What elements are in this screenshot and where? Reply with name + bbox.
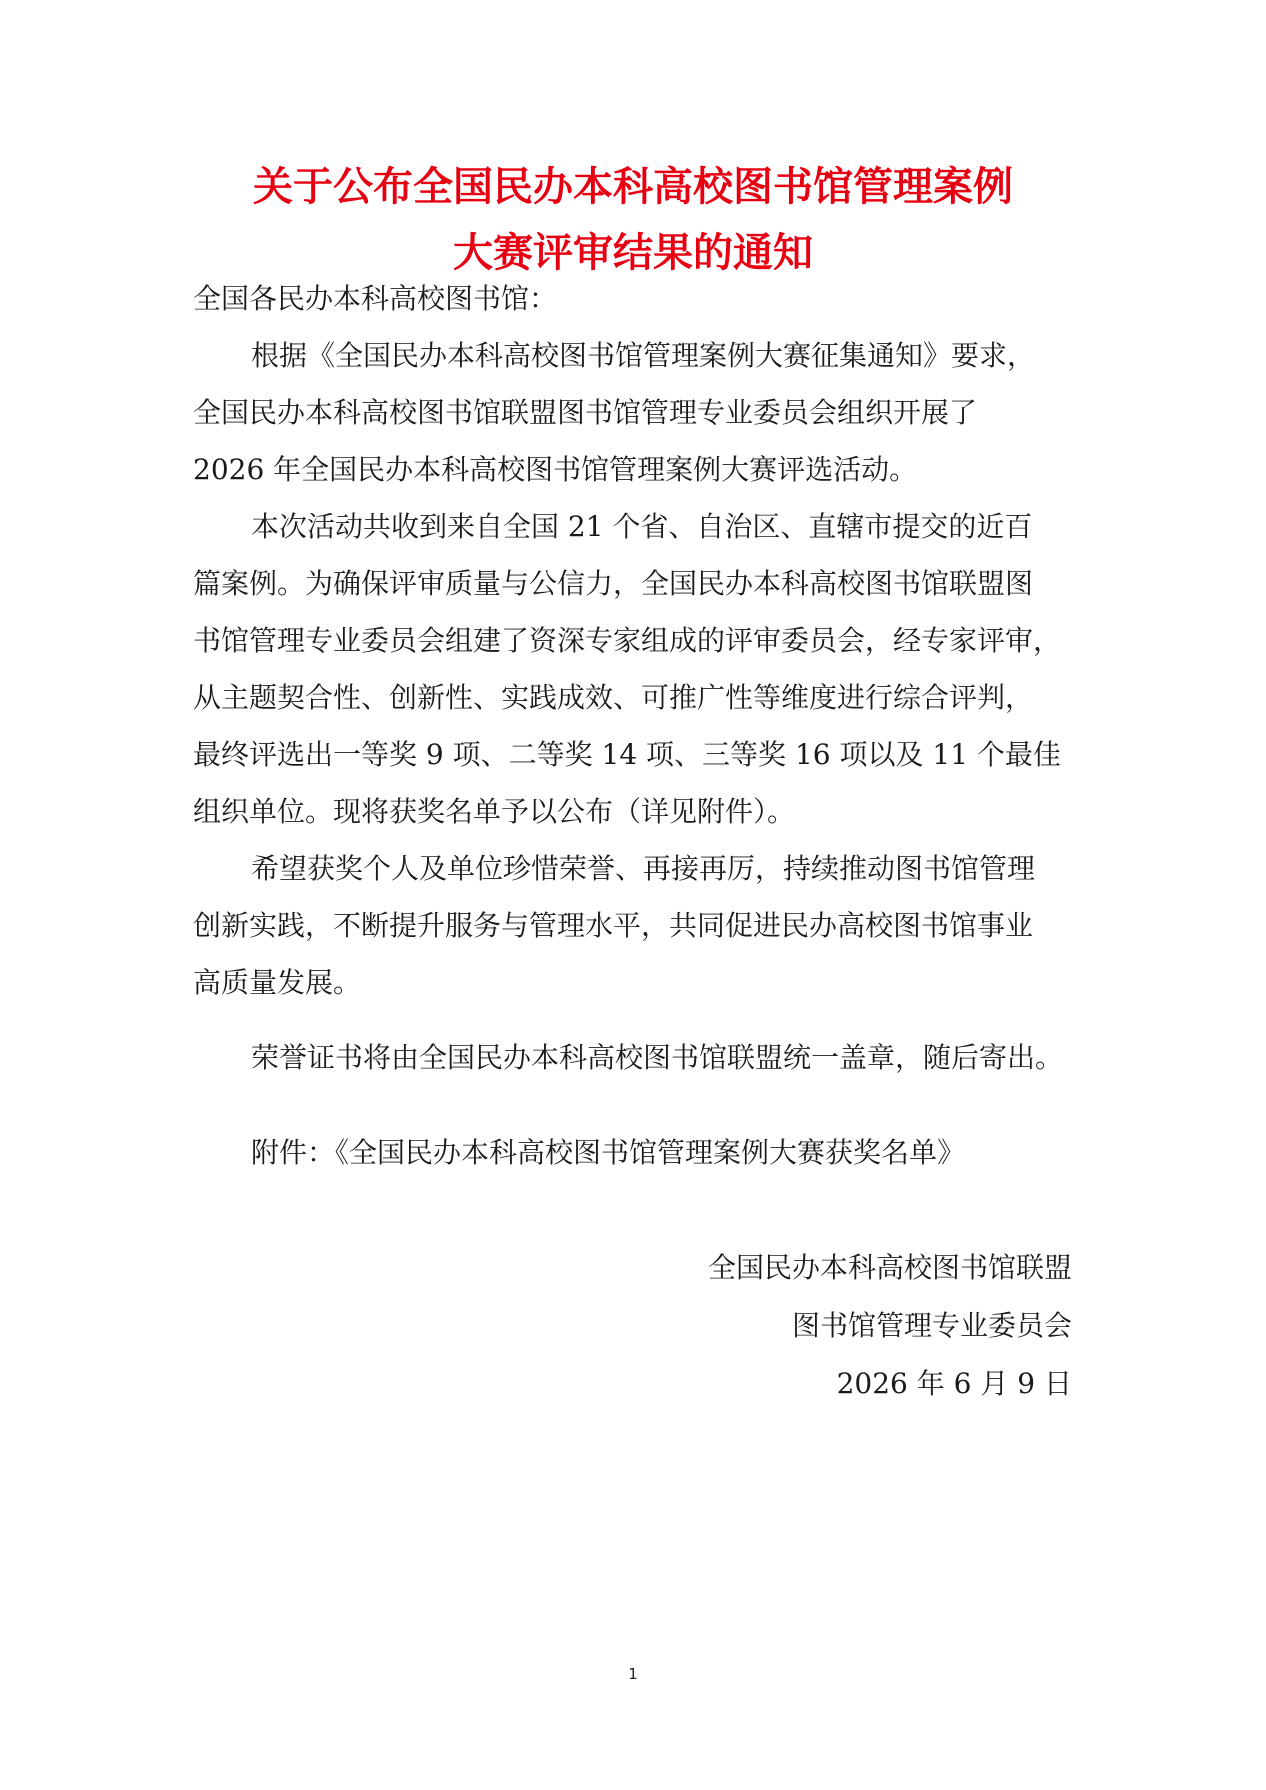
paragraph-2-line-2: 篇案例。为确保评审质量与公信力，全国民办本科高校图书馆联盟图 xyxy=(193,567,1034,600)
paragraph-2-line-3: 书馆管理专业委员会组建了资深专家组成的评审委员会，经专家评审， xyxy=(193,624,1062,657)
paragraph-3-line-3: 高质量发展。 xyxy=(193,966,362,999)
paragraph-1-line-2: 全国民办本科高校图书馆联盟图书馆管理专业委员会组织开展了 xyxy=(193,396,978,429)
paragraph-2-line-1: 本次活动共收到来自全国 21 个省、自治区、直辖市提交的近百 xyxy=(251,510,1033,543)
paragraph-1-line-1: 根据《全国民办本科高校图书馆管理案例大赛征集通知》要求， xyxy=(251,339,1036,372)
attachment-line: 附件：《全国民办本科高校图书馆管理案例大赛获奖名单》 xyxy=(251,1136,966,1169)
paragraph-1-line-3: 2026 年全国民办本科高校图书馆管理案例大赛评选活动。 xyxy=(193,453,918,486)
paragraph-3-line-1: 希望获奖个人及单位珍惜荣誉、再接再厉，持续推动图书馆管理 xyxy=(251,852,1036,885)
document-title-line-2: 大赛评审结果的通知 xyxy=(453,230,813,276)
paragraph-4: 荣誉证书将由全国民办本科高校图书馆联盟统一盖章，随后寄出。 xyxy=(251,1041,1064,1074)
document-title-line-1: 关于公布全国民办本科高校图书馆管理案例 xyxy=(253,164,1013,210)
page-number: 1 xyxy=(628,1665,638,1683)
paragraph-2-line-4: 从主题契合性、创新性、实践成效、可推广性等维度进行综合评判， xyxy=(193,681,1034,714)
signature-organization: 全国民办本科高校图书馆联盟 xyxy=(707,1251,1072,1284)
paragraph-2-line-5: 最终评选出一等奖 9 项、二等奖 14 项、三等奖 16 项以及 11 个最佳 xyxy=(193,738,1061,771)
document-date: 2026 年 6 月 9 日 xyxy=(836,1367,1072,1400)
salutation: 全国各民办本科高校图书馆： xyxy=(193,282,558,315)
paragraph-2-line-6: 组织单位。现将获奖名单予以公布（详见附件）。 xyxy=(193,795,796,828)
signature-committee: 图书馆管理专业委员会 xyxy=(791,1309,1072,1342)
paragraph-3-line-2: 创新实践，不断提升服务与管理水平，共同促进民办高校图书馆事业 xyxy=(193,909,1034,942)
